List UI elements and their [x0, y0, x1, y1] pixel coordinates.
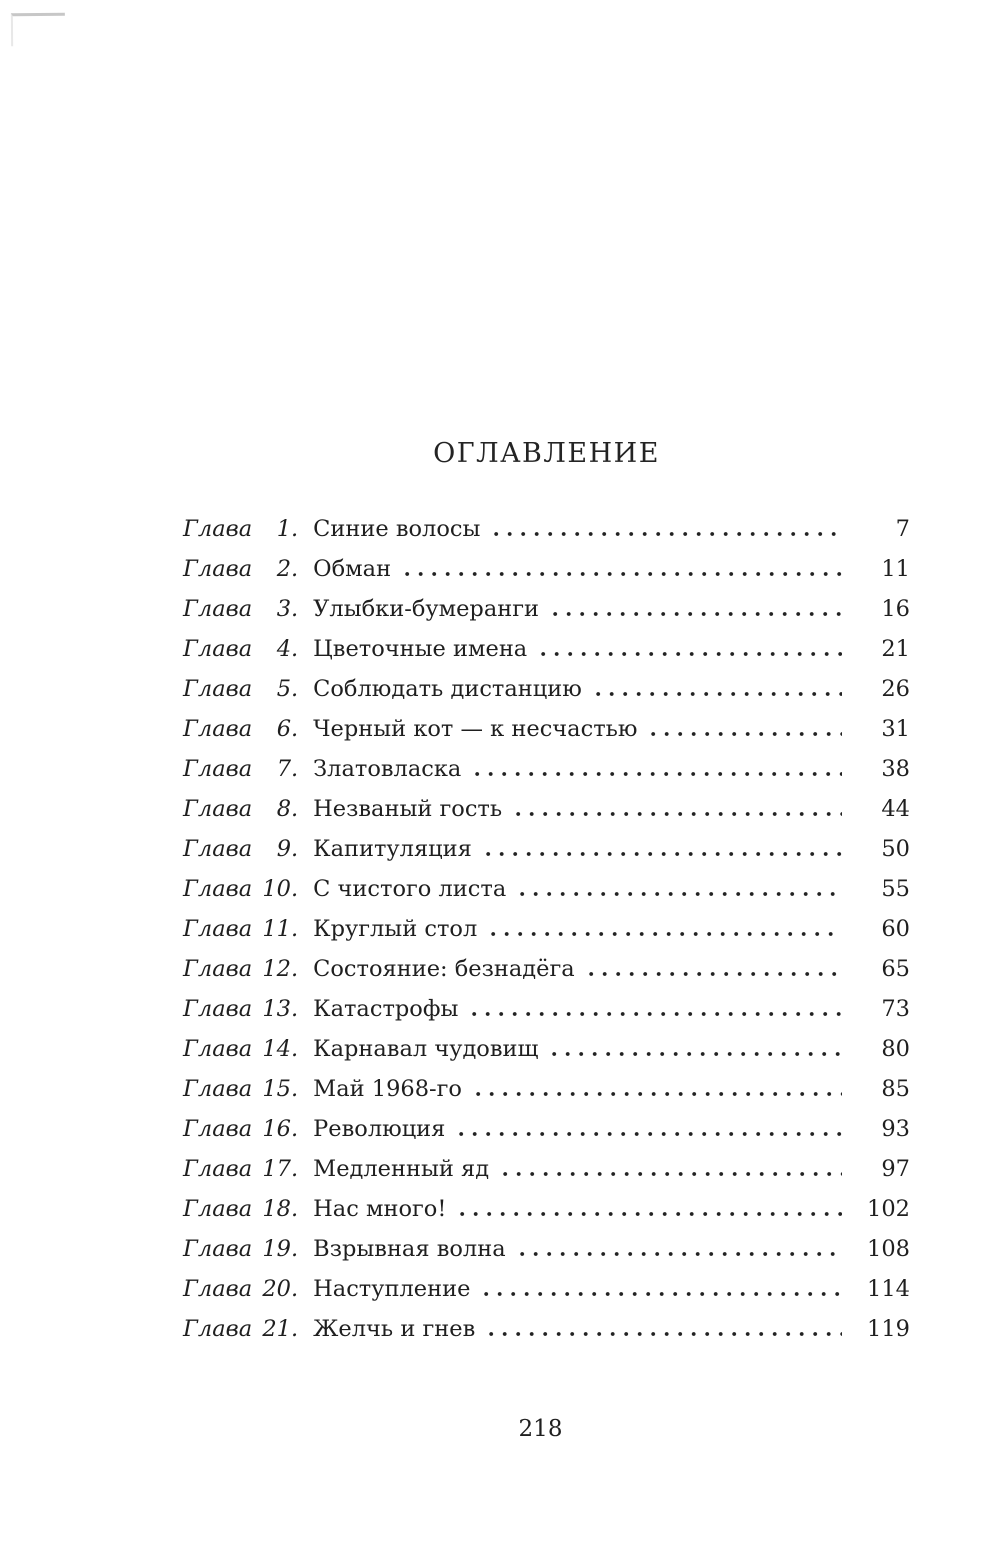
toc-row	[183, 589, 910, 629]
chapter-page: 65	[881, 956, 910, 982]
chapter-title: Синие волосы	[313, 516, 481, 542]
chapter-title: Нас много!	[313, 1196, 447, 1222]
toc-row	[183, 1029, 910, 1069]
chapter-page: 80	[881, 1036, 910, 1062]
leader-dots	[520, 1252, 842, 1256]
toc-row	[183, 909, 910, 949]
chapter-word: Глава	[183, 956, 253, 982]
chapter-word: Глава	[183, 636, 253, 662]
toc-row	[183, 1309, 910, 1349]
leader-dots	[472, 1012, 842, 1016]
leader-dots	[489, 1332, 842, 1336]
leader-dots	[520, 892, 842, 896]
chapter-page: 114	[867, 1276, 910, 1302]
chapter-title: Незваный гость	[313, 796, 503, 822]
chapter-number: 17.	[262, 1156, 299, 1182]
chapter-number: 8.	[276, 796, 299, 822]
chapter-title: Обман	[313, 556, 392, 582]
toc-row	[183, 709, 910, 749]
toc-row	[183, 1109, 910, 1149]
chapter-word: Глава	[183, 1036, 253, 1062]
chapter-word: Глава	[183, 836, 253, 862]
toc-row	[183, 1269, 910, 1309]
leader-dots	[486, 852, 842, 856]
leader-dots	[503, 1172, 842, 1176]
chapter-word: Глава	[183, 1156, 253, 1182]
leader-dots	[552, 1052, 842, 1056]
chapter-number: 18.	[262, 1196, 299, 1222]
chapter-title: Цветочные имена	[313, 636, 528, 662]
chapter-number: 5.	[276, 676, 299, 702]
chapter-title: Капитуляция	[313, 836, 472, 862]
toc-row	[183, 869, 910, 909]
leader-dots	[475, 772, 842, 776]
toc-row	[183, 749, 910, 789]
leader-dots	[541, 652, 842, 656]
toc-row	[183, 989, 910, 1029]
chapter-word: Глава	[183, 996, 253, 1022]
chapter-page: 11	[881, 556, 910, 582]
chapter-title: Наступление	[313, 1276, 471, 1302]
chapter-number: 2.	[276, 556, 299, 582]
chapter-page: 26	[881, 676, 910, 702]
chapter-number: 6.	[276, 716, 299, 742]
footer-page-number: 218	[518, 1416, 563, 1442]
chapter-title: Май 1968-го	[313, 1076, 462, 1102]
leader-dots	[589, 972, 842, 976]
chapter-word: Глава	[183, 796, 253, 822]
chapter-page: 97	[881, 1156, 910, 1182]
chapter-page: 60	[881, 916, 910, 942]
chapter-word: Глава	[183, 1196, 253, 1222]
chapter-number: 14.	[262, 1036, 299, 1062]
page-title: ОГЛАВЛЕНИЕ	[433, 438, 660, 469]
leader-dots	[459, 1132, 842, 1136]
toc-list	[183, 509, 910, 1349]
leader-dots	[516, 812, 842, 816]
leader-dots	[596, 692, 842, 696]
toc-row	[183, 1149, 910, 1189]
chapter-page: 102	[867, 1196, 910, 1222]
chapter-title: Черный кот — к несчастью	[313, 716, 638, 742]
toc-row	[183, 669, 910, 709]
chapter-number: 4.	[276, 636, 299, 662]
leader-dots	[484, 1292, 842, 1296]
chapter-number: 7.	[276, 756, 299, 782]
chapter-number: 11.	[262, 916, 299, 942]
chapter-number: 19.	[262, 1236, 299, 1262]
leader-dots	[553, 612, 842, 616]
chapter-page: 93	[881, 1116, 910, 1142]
chapter-page: 44	[881, 796, 910, 822]
chapter-page: 21	[881, 636, 910, 662]
table-of-contents	[183, 438, 910, 1349]
chapter-number: 13.	[262, 996, 299, 1022]
chapter-title: Карнавал чудовищ	[313, 1036, 539, 1062]
chapter-number: 16.	[262, 1116, 299, 1142]
chapter-page: 38	[881, 756, 910, 782]
chapter-number: 9.	[276, 836, 299, 862]
chapter-number: 10.	[262, 876, 299, 902]
chapter-page: 16	[881, 596, 910, 622]
leader-dots	[460, 1212, 842, 1216]
chapter-title: Взрывная волна	[313, 1236, 506, 1262]
chapter-number: 21.	[262, 1316, 299, 1342]
chapter-word: Глава	[183, 676, 253, 702]
chapter-page: 73	[881, 996, 910, 1022]
chapter-page: 85	[881, 1076, 910, 1102]
toc-row	[183, 789, 910, 829]
chapter-number: 12.	[262, 956, 299, 982]
chapter-page: 55	[881, 876, 910, 902]
leader-dots	[476, 1092, 842, 1096]
chapter-word: Глава	[183, 1076, 253, 1102]
toc-row	[183, 549, 910, 589]
chapter-number: 15.	[262, 1076, 299, 1102]
chapter-title: Революция	[313, 1116, 446, 1142]
chapter-title: Желчь и гнев	[313, 1316, 476, 1342]
chapter-word: Глава	[183, 876, 253, 902]
leader-dots	[494, 532, 842, 536]
chapter-word: Глава	[183, 596, 253, 622]
leader-dots	[651, 732, 842, 736]
chapter-word: Глава	[183, 916, 253, 942]
chapter-title: Круглый стол	[313, 916, 478, 942]
chapter-word: Глава	[183, 556, 253, 582]
toc-row	[183, 949, 910, 989]
chapter-word: Глава	[183, 716, 253, 742]
toc-row	[183, 509, 910, 549]
toc-row	[183, 629, 910, 669]
leader-dots	[405, 572, 842, 576]
chapter-page: 108	[867, 1236, 910, 1262]
chapter-word: Глава	[183, 516, 253, 542]
chapter-page: 119	[867, 1316, 910, 1342]
chapter-word: Глава	[183, 1116, 253, 1142]
chapter-title: Златовласка	[313, 756, 462, 782]
toc-row	[183, 829, 910, 869]
chapter-title: С чистого листа	[313, 876, 507, 902]
chapter-page: 31	[881, 716, 910, 742]
toc-row	[183, 1229, 910, 1269]
chapter-number: 20.	[262, 1276, 299, 1302]
chapter-page: 7	[895, 516, 910, 542]
chapter-page: 50	[881, 836, 910, 862]
chapter-word: Глава	[183, 1276, 253, 1302]
chapter-title: Состояние: безнадёга	[313, 956, 575, 982]
chapter-word: Глава	[183, 756, 253, 782]
chapter-title: Медленный яд	[313, 1156, 490, 1182]
chapter-number: 3.	[276, 596, 299, 622]
leader-dots	[491, 932, 842, 936]
scan-artifact	[11, 13, 65, 46]
toc-row	[183, 1189, 910, 1229]
chapter-word: Глава	[183, 1236, 253, 1262]
chapter-title: Катастрофы	[313, 996, 459, 1022]
toc-row	[183, 1069, 910, 1109]
chapter-number: 1.	[276, 516, 299, 542]
chapter-title: Соблюдать дистанцию	[313, 676, 582, 702]
chapter-title: Улыбки-бумеранги	[313, 596, 540, 622]
chapter-word: Глава	[183, 1316, 253, 1342]
